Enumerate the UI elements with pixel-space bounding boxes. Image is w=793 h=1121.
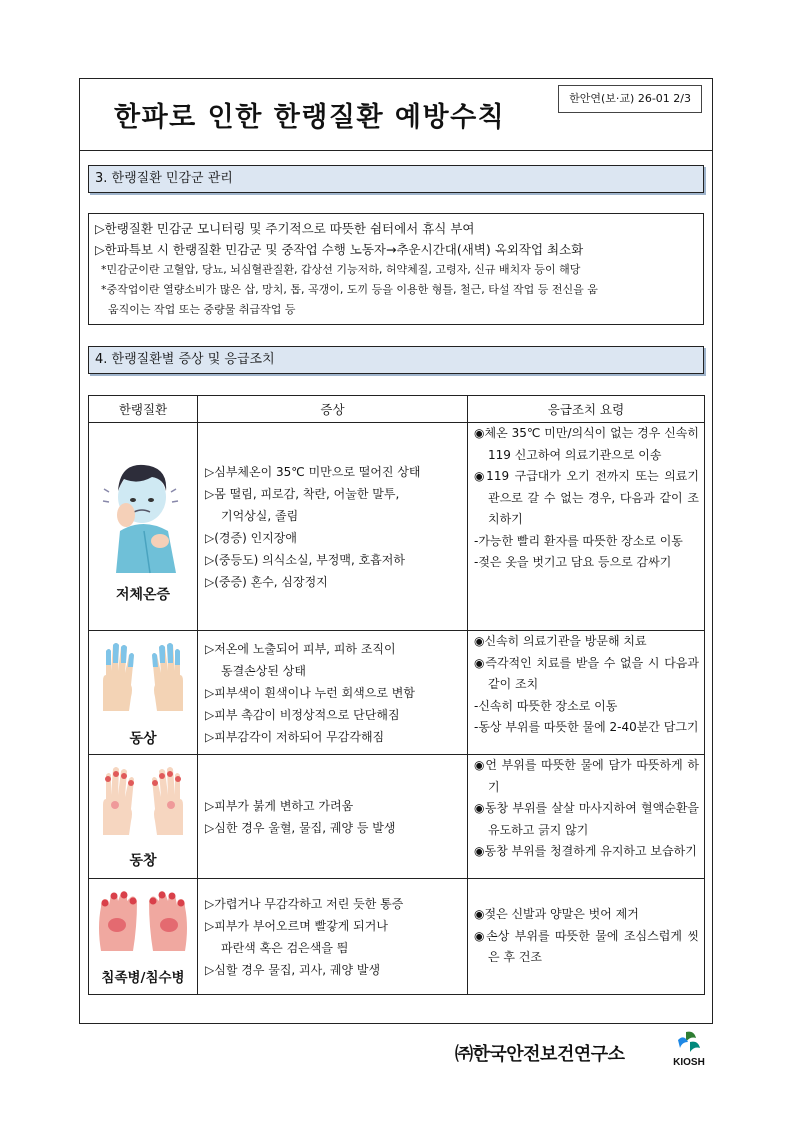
first-aid-cell (468, 423, 705, 631)
symptom-line: 파란색 혹은 검은색을 띔 (221, 940, 349, 955)
symptoms-cell (198, 631, 468, 755)
first-aid-item: ◉손상 부위를 따뜻한 물에 조심스럽게 씻은 후 건조 (474, 928, 699, 965)
document-number: 한안연(보·교) 26-01 2/3 (558, 85, 702, 113)
illness-name: 동상 (129, 731, 157, 747)
bullet-item: ▷한랭질환 민감군 모니터링 및 주기적으로 따뜻한 쉼터에서 휴식 부여 (95, 221, 475, 236)
chilblain-hands-icon (97, 765, 189, 835)
symptom-line: ▷심한 경우 울혈, 물집, 궤양 등 발생 (205, 820, 396, 835)
first-aid-cell (468, 755, 705, 879)
table-row (89, 631, 705, 755)
cold-illness-table (88, 395, 705, 995)
document-frame (79, 78, 713, 1024)
symptom-line: ▷가렵거나 무감각하고 저린 듯한 통증 (205, 896, 404, 911)
illness-cell (89, 631, 198, 755)
symptom-line: 기억상실, 졸림 (221, 508, 299, 523)
footnote: 움직이는 작업 또는 중량물 취급작업 등 (108, 303, 296, 316)
footnote: *중작업이란 열량소비가 많은 삽, 망치, 톱, 곡갱이, 도끼 등을 이용한 형틀, 철근, 타설 작업 등 전신을 움 (101, 283, 598, 296)
symptoms-cell (198, 755, 468, 879)
first-aid-item: -젖은 옷을 벗기고 담요 등으로 감싸기 (474, 555, 672, 569)
first-aid-item: ◉동창 부위를 살살 마사지하여 혈액순환을 유도하고 긁지 않기 (474, 801, 699, 837)
illness-cell (89, 423, 198, 631)
column-header: 한랭질환 (89, 396, 198, 423)
table-row (89, 879, 705, 995)
symptom-line: ▷심부체온이 35℃ 미만으로 떨어진 상태 (205, 464, 421, 479)
symptom-line: ▷(중증) 혼수, 심장정지 (205, 574, 328, 589)
first-aid-item: ◉젖은 신발과 양말은 벗어 제거 (474, 907, 639, 922)
first-aid-item: ◉119 구급대가 오기 전까지 또는 의료기관으로 갈 수 없는 경우, 다음과 같이 조치하기 (474, 469, 699, 526)
symptom-line: ▷몸 떨림, 피로감, 착란, 어눌한 말투, (205, 486, 400, 501)
symptom-line: ▷(중등도) 의식소실, 부정맥, 호흡저하 (205, 552, 405, 567)
section-3-heading: 3. 한랭질환 민감군 관리 (88, 165, 704, 193)
section-3-box (88, 213, 704, 325)
section-4-heading: 4. 한랭질환별 증상 및 응급조치 (88, 346, 704, 374)
first-aid-cell (468, 631, 705, 755)
symptom-line: ▷피부 촉감이 비정상적으로 단단해짐 (205, 707, 400, 722)
column-header: 응급조치 요령 (468, 396, 705, 423)
table-header-row (89, 396, 705, 423)
first-aid-item: ◉동창 부위를 청결하게 유지하고 보습하기 (474, 844, 697, 858)
first-aid-item: ◉체온 35℃ 미만/의식이 없는 경우 신속히 119 신고하여 의료기관으로 이송 (474, 426, 699, 462)
organization-name: ㈜한국안전보건연구소 (455, 1044, 625, 1065)
first-aid-item: -가능한 빨리 환자를 따뜻한 장소로 이동 (474, 533, 683, 548)
illness-name: 침족병/침수병 (101, 970, 185, 986)
symptoms-cell (198, 879, 468, 995)
symptom-line: ▷피부감각이 저하되어 무감각해짐 (205, 729, 385, 744)
symptom-line: ▷피부색이 흰색이나 누런 회색으로 변함 (205, 685, 415, 700)
illness-cell (89, 879, 198, 995)
symptom-line: 동결손상된 상태 (221, 663, 306, 678)
illness-name: 저체온증 (115, 587, 171, 603)
first-aid-item: ◉즉각적인 치료를 받을 수 없을 시 다음과 같이 조치 (474, 655, 699, 691)
first-aid-item: -동상 부위를 따뜻한 물에 2-40분간 담그기 (474, 720, 699, 734)
illness-name: 동창 (129, 853, 157, 869)
kiosh-logo (664, 1028, 714, 1068)
bullet-item: ▷한파특보 시 한랭질환 민감군 및 중작업 수행 노동자→추운시간대(새벽) 옥외작업 최소화 (95, 242, 584, 257)
first-aid-item: ◉언 부위를 따뜻한 물에 담가 따뜻하게 하기 (474, 758, 699, 794)
page-title: 한파로 인한 한랭질환 예방수칙 (114, 102, 506, 133)
symptom-line: ▷피부가 붉게 변하고 가려움 (205, 798, 354, 813)
first-aid-item: -신속히 따뜻한 장소로 이동 (474, 698, 618, 713)
symptom-line: ▷심할 경우 물집, 괴사, 궤양 발생 (205, 962, 381, 977)
table-row (89, 755, 705, 879)
shivering-person-icon (98, 445, 188, 575)
first-aid-cell (468, 879, 705, 995)
symptom-line: ▷저온에 노출되어 피부, 피하 조직이 (205, 641, 396, 656)
trench-foot-icon (95, 887, 191, 951)
first-aid-item: ◉신속히 의료기관을 방문해 치료 (474, 634, 647, 648)
symptom-line: ▷(경증) 인지장애 (205, 530, 297, 545)
symptoms-cell (198, 423, 468, 631)
illness-cell (89, 755, 198, 879)
logo-text: KIOSH (673, 1057, 705, 1068)
frostbite-hands-icon (97, 641, 189, 711)
footnote: *민감군이란 고혈압, 당뇨, 뇌심혈관질환, 갑상선 기능저하, 허약체질, 고령자, 신규 배치자 등이 해당 (101, 263, 581, 276)
symptom-line: ▷피부가 부어오르며 빨갛게 되거나 (205, 918, 388, 933)
table-row (89, 423, 705, 631)
title-bar (80, 79, 712, 151)
column-header: 증상 (198, 396, 468, 423)
